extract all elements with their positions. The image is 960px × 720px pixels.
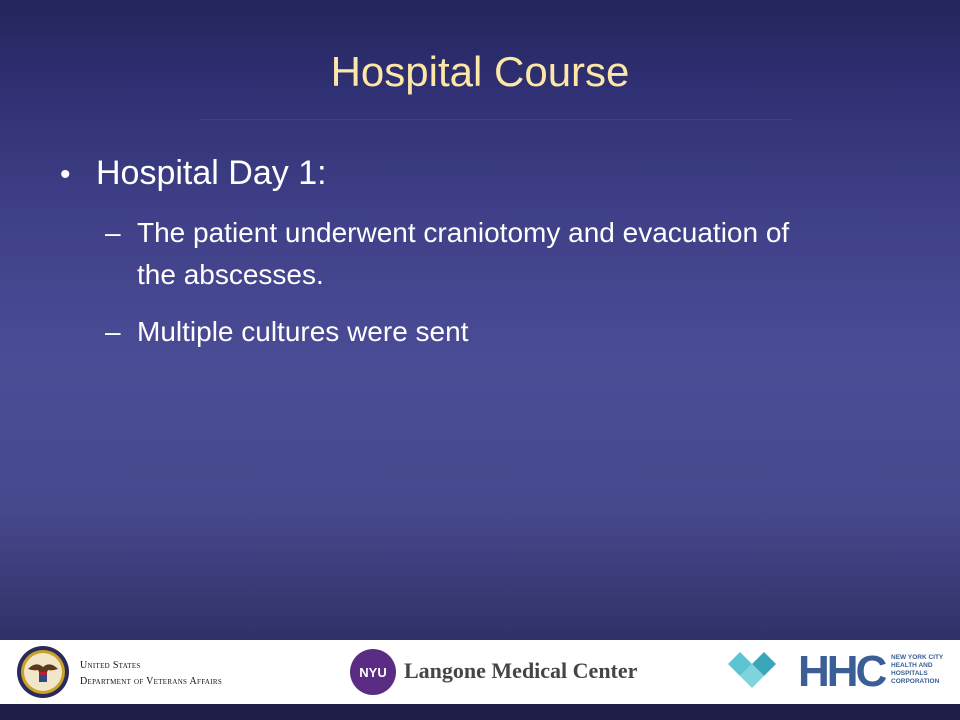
- sub-bullet-item: [105, 212, 805, 296]
- nyu-mark: NYU: [359, 665, 387, 680]
- va-line-1: United States: [80, 660, 141, 671]
- sub-bullet-item: [105, 311, 805, 353]
- nyu-logo-icon: [349, 648, 397, 696]
- va-line-2: Department of Veterans Affairs: [80, 676, 223, 687]
- title-divider: [200, 119, 792, 120]
- hhc-line-4: CORPORATION: [891, 678, 940, 685]
- sub-bullet-marker: –: [105, 217, 121, 248]
- sub-bullet-text: The patient underwent craniotomy and evacuation of the abscesses.: [137, 217, 790, 290]
- footer-band: [0, 704, 960, 720]
- logo-footer: [0, 640, 960, 704]
- bullet-item: [60, 154, 327, 193]
- hhc-line-1: NEW YORK CITY: [891, 654, 944, 661]
- va-wordmark: [80, 658, 222, 690]
- va-seal-icon: [16, 645, 70, 699]
- hhc-line-3: HOSPITALS: [891, 670, 928, 677]
- bullet-marker: •: [60, 158, 71, 191]
- hhc-line-2: HEALTH AND: [891, 662, 933, 669]
- slide-title: Hospital Course: [330, 48, 630, 95]
- bullet-text: Hospital Day 1:: [96, 154, 327, 192]
- nyu-name: Langone Medical Center: [404, 658, 638, 683]
- hhc-wordmark: [891, 654, 943, 686]
- sub-bullet-marker: –: [105, 316, 121, 347]
- sub-bullet-text: Multiple cultures were sent: [137, 316, 469, 347]
- hhc-mark: HHC: [798, 647, 885, 696]
- hearts-logo-icon: [726, 650, 782, 694]
